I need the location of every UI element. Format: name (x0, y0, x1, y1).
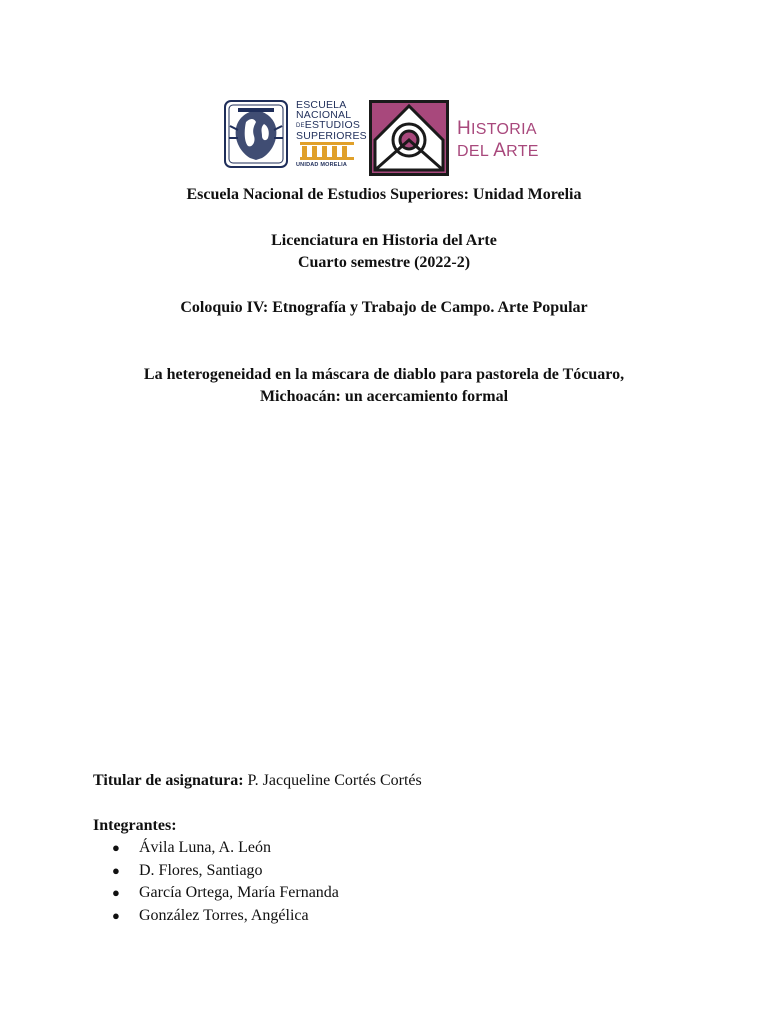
enes-logo-line: ESCUELA (296, 99, 347, 111)
title-line: Michoacán: un acercamiento formal (259, 388, 509, 405)
wordmark-cap: H (457, 118, 472, 139)
wordmark-cap: A (493, 140, 507, 161)
member-name: D. Flores, Santiago (139, 861, 263, 879)
colloquium-heading (40, 297, 728, 319)
members-label: Integrantes: (93, 817, 177, 834)
historia-del-arte-wordmark (457, 118, 539, 162)
wordmark-del: DEL (457, 143, 494, 160)
semester: Cuarto semestre (2022-2) (297, 254, 471, 271)
enes-logo (296, 100, 368, 172)
bullet-icon: ● (112, 885, 120, 900)
list-item (112, 905, 339, 928)
historia-del-arte-mark (369, 100, 449, 176)
titular-value: P. Jacqueline Cortés Cortés (243, 772, 422, 789)
colloquium-name: Coloquio IV: Etnografía y Trabajo de Campo. Arte Popular (180, 299, 588, 316)
columns-icon (300, 142, 354, 160)
member-name: González Torres, Angélica (139, 906, 309, 924)
enes-logo-line: NACIONAL (296, 109, 352, 121)
enes-logo-line: SUPERIORES (296, 130, 367, 142)
member-name: Ávila Luna, A. León (139, 839, 271, 856)
wordmark-rest: ISTORIA (471, 121, 537, 138)
list-item (112, 860, 339, 883)
degree-name: Licenciatura en Historia del Arte (271, 232, 497, 249)
school-heading (40, 184, 728, 206)
list-item (112, 837, 339, 860)
titular-label: Titular de asignatura: (93, 772, 244, 789)
members-list (112, 837, 339, 927)
bullet-icon: ● (112, 840, 120, 855)
enes-logo-line-text: ESTUDIOS (304, 119, 361, 131)
unam-seal-logo (224, 100, 288, 168)
degree-block (40, 230, 728, 274)
wordmark-line-2 (457, 140, 539, 162)
member-name: García Ortega, María Fernanda (139, 884, 339, 901)
title-line: La heterogeneidad en la máscara de diablo para pastorela de Tócuaro, (143, 366, 625, 383)
bullet-icon: ● (112, 907, 120, 923)
logo-row (224, 100, 554, 176)
bullet-icon: ● (112, 862, 120, 878)
list-item (112, 882, 339, 905)
school-name: Escuela Nacional de Estudios Superiores: Unidad Morelia (186, 186, 582, 203)
document-title (40, 364, 728, 408)
wordmark-rest: RTE (506, 143, 539, 160)
titular-line (93, 770, 422, 792)
enes-logo-de: DE (296, 123, 305, 129)
enes-logo-unidad: UNIDAD MORELIA (296, 162, 348, 168)
wordmark-line-1 (457, 118, 539, 140)
